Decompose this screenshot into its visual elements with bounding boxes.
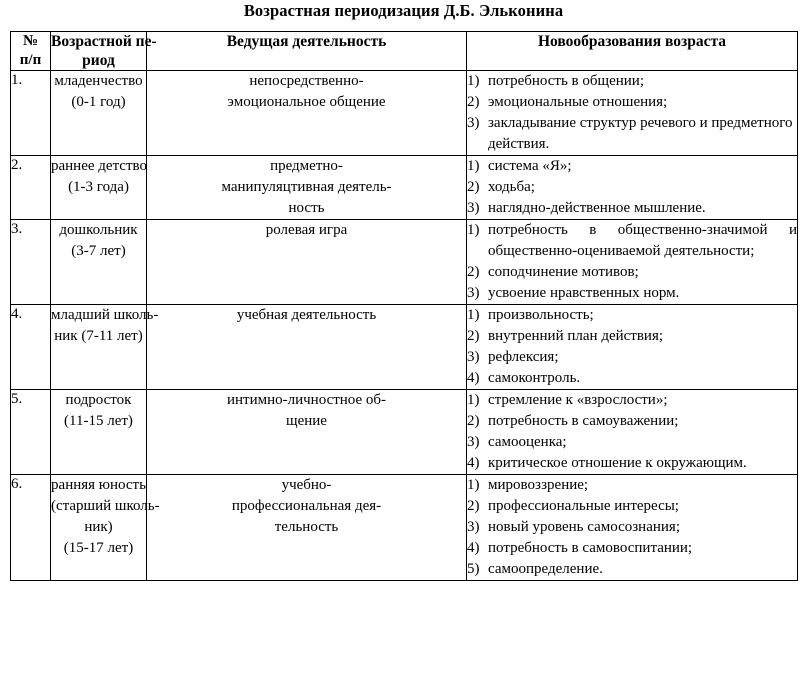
cell-new-formations [467, 305, 798, 390]
list-item-text: профессиональные интересы; [488, 498, 679, 514]
text-line: эмоциональное общение [227, 94, 386, 110]
list-item-marker: 3) [467, 285, 480, 301]
cell-row-number: 3. [11, 220, 51, 305]
list-item-marker: 1) [467, 73, 480, 89]
new-formations-list [467, 156, 797, 219]
list-item-text: произвольность; [488, 307, 594, 323]
cell-new-formations [467, 220, 798, 305]
list-item-marker: 3) [467, 349, 480, 365]
text-line: тельность [274, 519, 339, 535]
list-item [467, 390, 797, 411]
cell-leading-activity [147, 220, 467, 305]
text-line: (15-17 лет) [63, 540, 134, 556]
text-line: младший школь- [51, 307, 159, 323]
cell-leading-activity [147, 390, 467, 475]
cell-leading-activity [147, 71, 467, 156]
column-header-number [11, 32, 51, 71]
cell-row-number: 5. [11, 390, 51, 475]
list-item [467, 262, 797, 283]
list-item-marker: 3) [467, 115, 480, 131]
table-header [11, 32, 798, 71]
cell-age-period [51, 305, 159, 390]
column-header-age-period [51, 32, 157, 71]
list-item-marker: 4) [467, 540, 480, 556]
text-line: дошкольник [59, 222, 138, 238]
text-line: предметно- [270, 158, 343, 174]
text-line: манипуляцтивная деятель- [221, 179, 392, 195]
list-item [467, 177, 797, 198]
list-item [467, 92, 797, 113]
column-header-leading-activity [147, 32, 467, 71]
list-item [467, 305, 797, 326]
list-item-marker: 1) [467, 222, 480, 238]
list-item-marker: 2) [467, 328, 480, 344]
cell-row-number: 1. [11, 71, 51, 156]
cell-age-period [51, 156, 147, 220]
new-formations-list [467, 305, 797, 389]
list-item [467, 326, 797, 347]
table-row [11, 390, 798, 475]
text-line: младенчество [54, 73, 143, 89]
list-item-text: наглядно-действенное мышление. [488, 200, 706, 216]
text-line: (старший школь- [51, 498, 160, 514]
list-item-marker: 5) [467, 561, 480, 577]
list-item-marker: 2) [467, 94, 480, 110]
list-item [467, 368, 797, 389]
list-item-text: новый уровень самосознания; [488, 519, 680, 535]
list-item-text: ходьба; [488, 179, 535, 195]
column-header-new-formations [467, 32, 798, 71]
cell-new-formations [467, 475, 798, 581]
table-row [11, 71, 798, 156]
list-item-text: стремление к «взрослости»; [488, 392, 668, 408]
list-item-text: система «Я»; [488, 158, 572, 174]
list-item-marker: 3) [467, 200, 480, 216]
table-header-row [11, 32, 798, 71]
cell-new-formations [467, 390, 798, 475]
cell-leading-activity [147, 475, 467, 581]
text-line: учебно- [281, 477, 332, 493]
list-item-text: соподчинение мотивов; [488, 264, 639, 280]
list-item [467, 432, 797, 453]
age-periodization-table [10, 31, 798, 581]
text-line: учебная деятельность [236, 307, 377, 323]
text-line: ность [288, 200, 325, 216]
list-item-marker: 4) [467, 455, 480, 471]
table-row [11, 220, 798, 305]
list-item [467, 71, 797, 92]
list-item-text: самоопределение. [488, 561, 603, 577]
cell-leading-activity [147, 156, 467, 220]
list-item-text: потребность в самовоспитании; [488, 540, 693, 556]
cell-leading-activity [147, 305, 467, 390]
list-item [467, 411, 797, 432]
list-item-marker: 3) [467, 434, 480, 450]
list-item-marker: 3) [467, 519, 480, 535]
text-line: (11-15 лет) [64, 413, 133, 429]
cell-age-period [51, 475, 160, 581]
new-formations-list [467, 220, 797, 304]
list-item [467, 517, 797, 538]
text-line: (1-3 года) [68, 179, 129, 195]
cell-row-number: 2. [11, 156, 51, 220]
list-item [467, 475, 797, 496]
list-item-text: потребность в общественно-значимой и общественно-оцениваемой деятельности; [488, 222, 797, 259]
list-item [467, 559, 797, 580]
text-line: (0-1 год) [71, 94, 126, 110]
list-item [467, 220, 797, 262]
table-body [11, 71, 798, 581]
cell-row-number: 6. [11, 475, 51, 581]
text-line: интимно-личностное об- [226, 392, 387, 408]
list-item-marker: 1) [467, 392, 480, 408]
table-row [11, 156, 798, 220]
list-item-marker: 1) [467, 158, 480, 174]
text-line: Ведущая деятельность [226, 33, 387, 50]
list-item-marker: 4) [467, 370, 480, 386]
list-item [467, 496, 797, 517]
list-item-text: мировоззрение; [488, 477, 589, 493]
new-formations-list [467, 475, 797, 580]
text-line: ник (7-11 лет) [54, 328, 143, 344]
cell-new-formations [467, 71, 798, 156]
list-item [467, 283, 797, 304]
text-line: раннее детство [51, 158, 147, 174]
list-item-text: закладывание структур речевого и предметного действия. [488, 115, 793, 152]
text-line: ранняя юность [51, 477, 146, 493]
text-line: ник) [84, 519, 113, 535]
list-item-text: потребность в общении; [488, 73, 644, 89]
list-item-marker: 2) [467, 413, 480, 429]
table-row [11, 475, 798, 581]
list-item [467, 198, 797, 219]
list-item-text: усвоение нравственных норм. [488, 285, 680, 301]
list-item-text: внутренний план действия; [488, 328, 664, 344]
text-line: непосредственно- [249, 73, 364, 89]
list-item [467, 347, 797, 368]
list-item-marker: 2) [467, 498, 480, 514]
list-item [467, 156, 797, 177]
list-item-marker: 1) [467, 477, 480, 493]
cell-age-period [51, 390, 147, 475]
page-title: Возрастная периодизация Д.Б. Эльконина [243, 1, 564, 20]
list-item-text: самооценка; [488, 434, 567, 450]
text-line: щение [286, 413, 327, 429]
text-line: Новообразования возраста [537, 33, 727, 50]
text-line: ролевая игра [265, 222, 348, 238]
list-item-text: рефлексия; [488, 349, 559, 365]
text-line: риод [82, 52, 115, 69]
list-item-text: потребность в самоуважении; [488, 413, 679, 429]
list-item [467, 538, 797, 559]
new-formations-list [467, 390, 797, 474]
text-line: Возрастной пе- [51, 33, 157, 50]
list-item [467, 453, 797, 474]
list-item-marker: 2) [467, 264, 480, 280]
text-line: № [22, 33, 39, 49]
cell-age-period [51, 71, 147, 156]
list-item-marker: 1) [467, 307, 480, 323]
cell-age-period [51, 220, 147, 305]
text-line: п/п [19, 52, 42, 68]
text-line: подросток [65, 392, 132, 408]
new-formations-list [467, 71, 797, 155]
list-item-text: самоконтроль. [488, 370, 581, 386]
cell-row-number: 4. [11, 305, 51, 390]
cell-new-formations [467, 156, 798, 220]
table-row [11, 305, 798, 390]
list-item-text: критическое отношение к окружающим. [488, 455, 747, 471]
list-item-marker: 2) [467, 179, 480, 195]
text-line: профессиональная дея- [231, 498, 382, 514]
list-item [467, 113, 797, 155]
text-line: (3-7 лет) [71, 243, 126, 259]
list-item-text: эмоциональные отношения; [488, 94, 668, 110]
